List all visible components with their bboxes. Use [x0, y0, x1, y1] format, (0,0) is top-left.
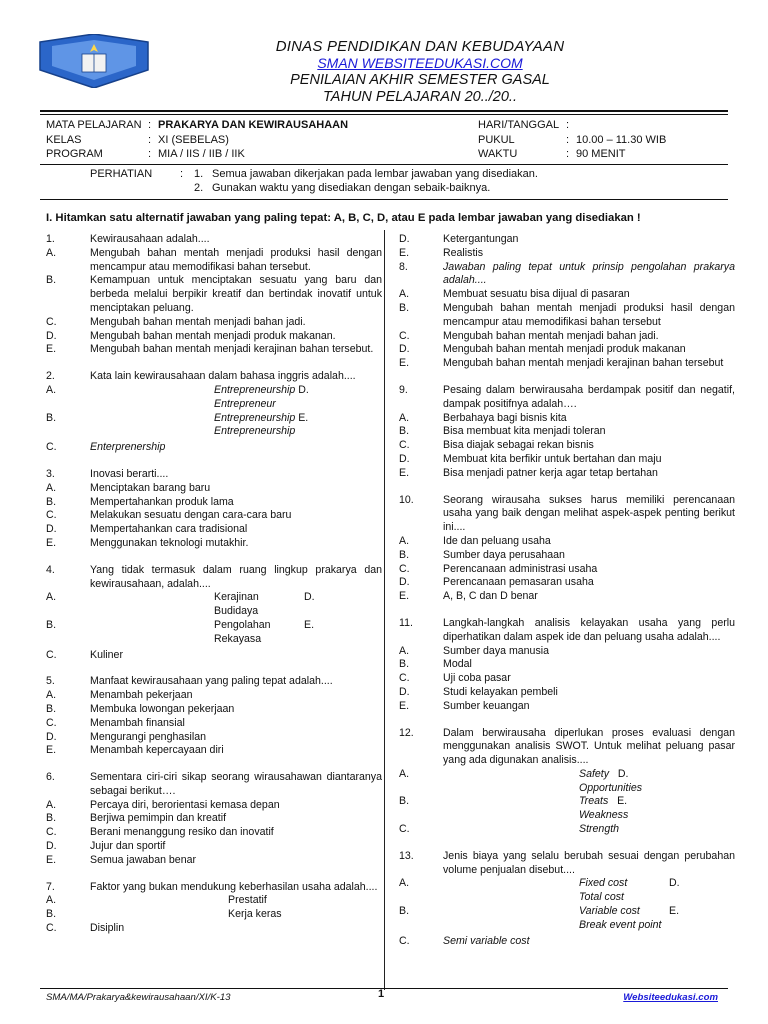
- header-line-3: PENILAIAN AKHIR SEMESTER GASAL: [290, 72, 550, 88]
- header-rule-thick: [40, 110, 728, 112]
- footer-website-link[interactable]: Websiteedukasi.com: [623, 992, 718, 1003]
- perhatian-colon: :: [180, 168, 184, 180]
- perhatian-label: PERHATIAN: [90, 168, 153, 180]
- waktu-label: WAKTU: [478, 148, 518, 160]
- header-school-link[interactable]: SMAN WEBSITEEDUKASI.COM: [317, 55, 523, 71]
- question-2: [46, 370, 382, 455]
- option-key: C.: [46, 716, 57, 729]
- option-text: Jujur dan sportif: [90, 840, 166, 853]
- question-4: [46, 564, 382, 663]
- option-key: A.: [399, 644, 410, 657]
- option-key: C.: [399, 823, 410, 836]
- hari-label: HARI/TANGGAL: [478, 119, 560, 131]
- option-key: E.: [304, 618, 315, 631]
- option-text: Entrepreneur: [214, 397, 276, 410]
- option-key: C.: [399, 439, 410, 452]
- logo-emblem: [40, 34, 148, 88]
- pukul-label: PUKUL: [478, 134, 515, 146]
- mapel-colon: :: [148, 119, 152, 131]
- option-text: Entrepreneurship: [214, 425, 296, 438]
- option-key: E.: [399, 246, 410, 259]
- option-key: D.: [399, 576, 410, 589]
- option-text: Mengubah bahan mentah menjadi bahan jadi.: [443, 329, 659, 342]
- question-stem: Sementara ciri-ciri sikap seorang wirausahawan diantaranya sebagai berikut….: [90, 771, 382, 797]
- option-text: Mengubah bahan mentah menjadi produk makanan.: [90, 329, 336, 342]
- option-text: Weakness: [579, 809, 629, 822]
- option-key: D.: [399, 685, 410, 698]
- option-text: Opportunities: [579, 781, 643, 794]
- option-text: Entrepreneurship: [214, 411, 296, 424]
- option-text: Bisa menjadi patner kerja agar tetap bertahan: [443, 466, 658, 479]
- tut-wuri-handayani-logo: [36, 34, 152, 88]
- option-key: A.: [399, 411, 410, 424]
- question-stem: Faktor yang bukan mendukung keberhasilan usaha adalah....: [90, 880, 378, 893]
- option-text: Strength: [579, 823, 620, 836]
- option-key: A.: [46, 591, 57, 604]
- option-text: Membuat kita berfikir untuk bertahan dan maju: [443, 452, 662, 465]
- option-text: Membuat sesuatu bisa dijual di pasaran: [443, 288, 630, 301]
- option-key: D.: [617, 767, 629, 780]
- kelas-label: KELAS: [46, 134, 82, 146]
- perhatian-num-2: 2.: [194, 182, 204, 194]
- option-key: B.: [399, 795, 410, 808]
- question-number: 6.: [46, 771, 55, 784]
- option-text: Bisa membuat kita menjadi toleran: [443, 425, 606, 438]
- option-key: D.: [399, 343, 410, 356]
- question-9: [399, 384, 735, 481]
- option-key: C.: [46, 509, 57, 522]
- option-key: B.: [46, 908, 57, 921]
- option-key: E.: [46, 536, 57, 549]
- option-key: E.: [617, 795, 628, 808]
- option-text: Berbahaya bagi bisnis kita: [443, 411, 567, 424]
- option-text: Prestatif: [228, 894, 267, 907]
- option-text: Sumber keuangan: [443, 699, 530, 712]
- option-text: Perencanaan administrasi usaha: [443, 562, 598, 575]
- pukul-colon: :: [566, 134, 570, 146]
- question-stem: Kata lain kewirausahaan dalam bahasa inggris adalah....: [90, 370, 356, 383]
- option-text: Budidaya: [214, 605, 259, 618]
- option-text: Modal: [443, 658, 472, 671]
- option-key: C.: [399, 934, 410, 947]
- question-number: 9.: [399, 383, 408, 396]
- waktu-colon: :: [566, 148, 570, 160]
- option-key: D.: [669, 877, 680, 890]
- option-key: D.: [399, 233, 410, 245]
- question-number: 12.: [399, 726, 414, 739]
- program-label: PROGRAM: [46, 148, 103, 160]
- option-key: E.: [399, 699, 410, 712]
- question-number: 5.: [46, 675, 55, 688]
- question-number: 4.: [46, 563, 55, 576]
- header-line-1: DINAS PENDIDIKAN DAN KEBUDAYAAN: [275, 38, 565, 55]
- option-text: Kemampuan untuk menciptakan sesuatu yang baru dan berbeda melalui berpikir kreatif dan bertindak inovatif untuk menciptakan peluang.: [90, 274, 382, 314]
- pukul-value: 10.00 – 11.30 WIB: [576, 134, 667, 146]
- kelas-colon: :: [148, 134, 152, 146]
- option-key: B.: [46, 618, 57, 631]
- option-key: E.: [399, 590, 410, 603]
- option-text: Membuka lowongan pekerjaan: [90, 702, 235, 715]
- option-text: Mengubah bahan mentah menjadi kerajinan bahan tersebut: [443, 357, 724, 370]
- question-number: 3.: [46, 467, 55, 480]
- question-number: 10.: [399, 493, 414, 506]
- option-text: Mengubah bahan mentah menjadi kerajinan bahan tersebut.: [90, 343, 374, 356]
- question-1: [46, 233, 382, 357]
- option-key: E.: [298, 411, 309, 424]
- option-key: B.: [46, 274, 57, 287]
- question-3: [46, 468, 382, 551]
- option-text: A, B, C dan D benar: [443, 590, 538, 603]
- perhatian-num-1: 1.: [194, 168, 204, 180]
- option-text: Mempertahankan produk lama: [90, 495, 234, 508]
- question-stem: Dalam berwirausaha diperlukan proses evaluasi dengan menggunakan analisis SWOT. Untuk melihat peluang pasar yang ada digunakan analisis....: [443, 726, 735, 767]
- option-key: B.: [46, 812, 57, 825]
- question-5: [46, 675, 382, 758]
- option-key: A.: [46, 894, 57, 907]
- option-key: B.: [399, 301, 410, 314]
- question-13: [399, 850, 735, 949]
- option-key: B.: [46, 495, 57, 508]
- column-divider: [384, 230, 385, 990]
- option-key: B.: [399, 658, 410, 671]
- option-key: A.: [46, 689, 57, 702]
- option-key: C.: [46, 441, 57, 454]
- question-stem: Yang tidak termasuk dalam ruang lingkup prakarya dan kewirausahaan, adalah....: [90, 563, 382, 590]
- option-text: Ketergantungan: [443, 233, 519, 245]
- option-text: Mengurangi penghasilan: [90, 730, 207, 743]
- question-stem: Seorang wirausaha sukses harus memiliki perencanaan usaha yang baik dengan melihat aspek-aspek penting berikut ini....: [443, 493, 735, 534]
- left-column: [46, 233, 382, 936]
- option-text: Enterprenership: [90, 441, 166, 454]
- question-number: 13.: [399, 849, 414, 862]
- page-number: 1: [378, 988, 385, 1000]
- option-text: Perencanaan pemasaran usaha: [443, 576, 594, 589]
- option-key: C.: [399, 562, 410, 575]
- option-text: Mengubah bahan mentah menjadi produksi hasil dengan mencampur atau memodifikasi bahan tersebut: [443, 301, 735, 328]
- option-key: D.: [304, 591, 315, 604]
- option-text: Total cost: [579, 891, 624, 904]
- option-key: E.: [669, 905, 680, 918]
- question-7: [46, 881, 382, 936]
- perhatian-text-1: Semua jawaban dikerjakan pada lembar jawaban yang disediakan.: [212, 168, 538, 180]
- option-text: Kerja keras: [228, 908, 282, 921]
- question-number: 11.: [399, 616, 413, 629]
- option-key: D.: [46, 730, 57, 743]
- hari-colon: :: [566, 119, 570, 131]
- question-stem: Kewirausahaan adalah....: [90, 233, 210, 245]
- question-number: 2.: [46, 370, 55, 383]
- question-8: [399, 261, 735, 371]
- option-text: Uji coba pasar: [443, 672, 511, 685]
- option-text: Mempertahankan cara tradisional: [90, 523, 248, 536]
- option-text: Semua jawaban benar: [90, 853, 197, 866]
- option-key: E.: [46, 853, 57, 866]
- question-10: [399, 494, 735, 604]
- option-text: Mengubah bahan mentah menjadi bahan jadi.: [90, 315, 306, 328]
- option-text: Break event point: [579, 918, 662, 931]
- kelas-value: XI (SEBELAS): [158, 134, 229, 146]
- option-key: E.: [46, 343, 57, 356]
- question-stem: Inovasi berarti....: [90, 467, 169, 480]
- option-text: Fixed cost: [579, 877, 628, 890]
- question-stem: Pesaing dalam berwirausaha berdampak positif dan negatif, dampak positifnya adalah….: [443, 383, 735, 410]
- option-text: Semi variable cost: [443, 934, 530, 947]
- option-key: E.: [46, 744, 57, 757]
- header-rule-thin: [40, 114, 728, 115]
- option-key: A.: [46, 246, 57, 259]
- mapel-value: PRAKARYA DAN KEWIRAUSAHAAN: [158, 119, 349, 131]
- option-text: Treats: [579, 795, 609, 808]
- question-11: [399, 617, 735, 714]
- option-key: D.: [399, 452, 410, 465]
- program-colon: :: [148, 148, 152, 160]
- question-stem: Jawaban paling tepat untuk prinsip pengolahan prakarya adalah....: [443, 260, 735, 287]
- option-key: B.: [399, 425, 410, 438]
- option-text: Berjiwa pemimpin dan kreatif: [90, 812, 227, 825]
- option-key: A.: [46, 798, 57, 811]
- option-key: A.: [399, 288, 410, 301]
- option-key: C.: [46, 315, 57, 328]
- option-text: Rekayasa: [214, 632, 262, 645]
- section-instruction: I. Hitamkan satu alternatif jawaban yang paling tepat: A, B, C, D, atau E pada lembar jawaban yang disediakan !: [46, 212, 641, 224]
- footer-code: SMA/MA/Prakarya&kewirausahaan/XI/K-13: [46, 992, 231, 1003]
- option-key: A.: [46, 383, 57, 396]
- option-key: A.: [399, 534, 410, 547]
- option-key: B.: [399, 905, 410, 918]
- program-value: MIA / IIS / IIB / IIK: [158, 148, 245, 160]
- question-number: 1.: [46, 233, 55, 245]
- option-text: Melakukan sesuatu dengan cara-cara baru: [90, 509, 292, 522]
- option-text: Realistis: [443, 246, 484, 259]
- question-7-continued: [399, 233, 735, 261]
- question-number: 8.: [399, 260, 408, 273]
- option-text: Menambah pekerjaan: [90, 689, 193, 702]
- option-key: D.: [46, 523, 57, 536]
- option-text: Ide dan peluang usaha: [443, 534, 551, 547]
- option-key: D.: [46, 840, 57, 853]
- perhatian-text-2: Gunakan waktu yang disediakan dengan sebaik-baiknya.: [212, 182, 491, 194]
- question-stem: Manfaat kewirausahaan yang paling tepat adalah....: [90, 675, 333, 688]
- option-text: Mengubah bahan mentah menjadi produk makanan: [443, 343, 686, 356]
- option-text: Bisa diajak sebagai rekan bisnis: [443, 439, 594, 452]
- option-key: B.: [46, 411, 57, 424]
- header-line-4: TAHUN PELAJARAN 20../20..: [323, 89, 517, 105]
- option-text: Menambah finansial: [90, 716, 185, 729]
- mapel-label: MATA PELAJARAN: [46, 119, 142, 131]
- question-stem: Jenis biaya yang selalu berubah sesuai dengan perubahan volume penjualan disebut....: [443, 849, 735, 876]
- option-key: A.: [46, 481, 57, 494]
- option-key: C.: [399, 672, 410, 685]
- option-text: Entrepreneurship: [214, 383, 296, 396]
- option-key: D.: [298, 383, 309, 396]
- option-key: E.: [399, 357, 410, 370]
- option-text: Disiplin: [90, 922, 125, 935]
- option-key: C.: [399, 329, 410, 342]
- option-text: Sumber daya manusia: [443, 644, 549, 657]
- info-rule: [40, 164, 728, 165]
- waktu-value: 90 MENIT: [576, 148, 626, 160]
- option-key: C.: [46, 648, 57, 661]
- option-key: A.: [399, 877, 410, 890]
- option-text: Menambah kepercayaan diri: [90, 744, 224, 757]
- option-text: Kerajinan: [214, 591, 259, 604]
- option-key: E.: [399, 466, 410, 479]
- question-12: [399, 727, 735, 837]
- option-text: Kuliner: [90, 648, 123, 661]
- option-text: Pengolahan: [214, 618, 271, 631]
- option-text: Studi kelayakan pembeli: [443, 685, 558, 698]
- option-text: Sumber daya perusahaan: [443, 548, 565, 561]
- option-key: C.: [46, 826, 57, 839]
- option-text: Percaya diri, berorientasi kemasa depan: [90, 798, 280, 811]
- option-text: Menciptakan barang baru: [90, 481, 211, 494]
- perhatian-rule: [40, 199, 728, 200]
- option-text: Safety: [579, 767, 610, 780]
- option-key: D.: [46, 329, 57, 342]
- question-stem: Langkah-langkah analisis kelayakan usaha yang perlu diperhatikan dalam aspek ide dan peluang usaha adalah....: [443, 616, 735, 643]
- option-text: Variable cost: [579, 905, 640, 918]
- option-text: Berani menanggung resiko dan inovatif: [90, 826, 274, 839]
- option-key: B.: [399, 548, 410, 561]
- option-key: C.: [46, 922, 57, 935]
- option-text: Mengubah bahan mentah menjadi produksi hasil dengan mencampur atau memodifikasi bahan tersebut.: [90, 246, 382, 273]
- option-key: A.: [399, 767, 410, 780]
- question-6: [46, 771, 382, 868]
- option-text: Menggunakan teknologi mutakhir.: [90, 536, 249, 549]
- right-column: [399, 233, 735, 948]
- question-number: 7.: [46, 880, 55, 893]
- option-key: B.: [46, 702, 57, 715]
